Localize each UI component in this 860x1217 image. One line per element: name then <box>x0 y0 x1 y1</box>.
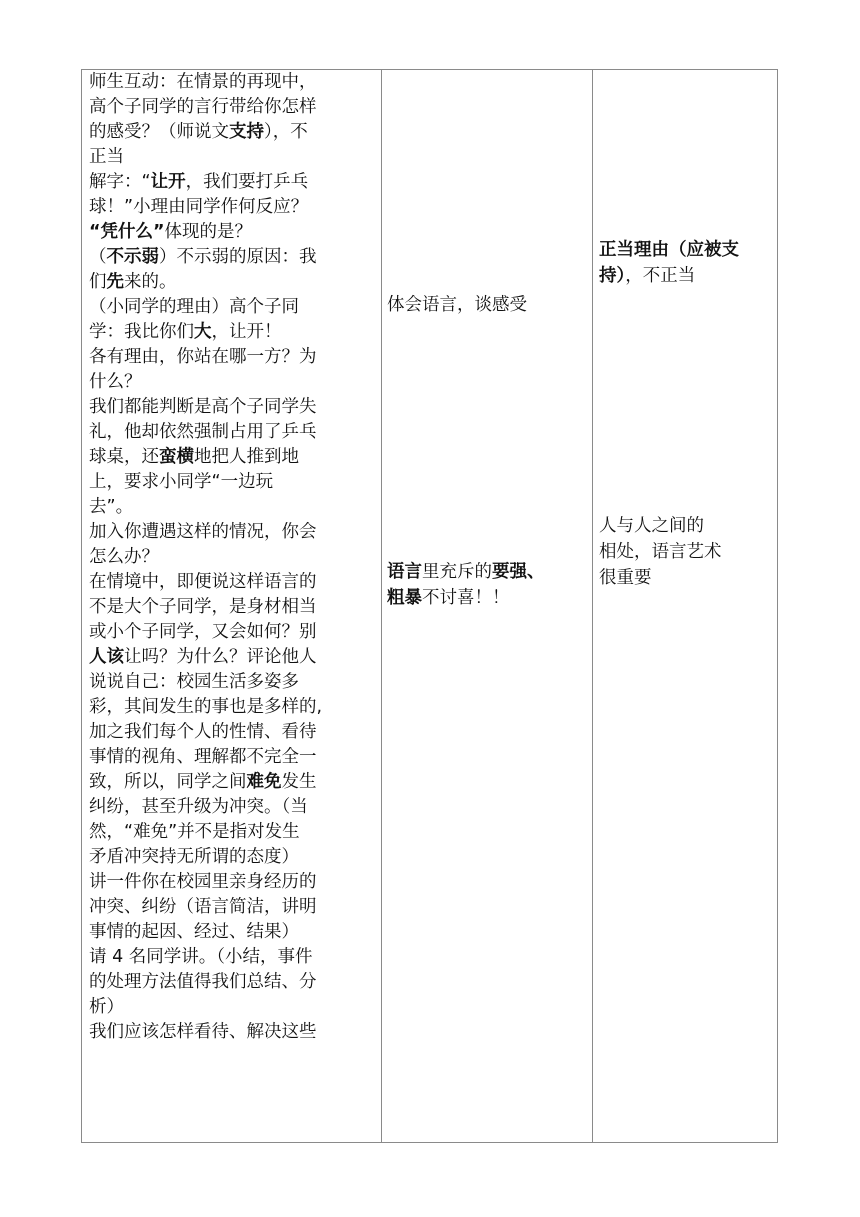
note-line: 语言里充斥的要强、 <box>387 562 545 582</box>
text-line: 事情的视角、理解都不完全一 <box>89 747 317 767</box>
text-line: 说说自己：校园生活多姿多 <box>89 672 299 692</box>
text-line: 致，所以，同学之间难免发生 <box>89 772 317 792</box>
text-line: 冲突、纠纷（语言简洁，讲明 <box>89 897 317 917</box>
text-line: 高个子同学的言行带给你怎样 <box>89 97 317 117</box>
text-line: 在情境中，即便说这样语言的 <box>89 572 317 592</box>
teaching-process-text <box>89 70 373 1045</box>
note-line: 正当理由（应被支 <box>599 240 739 260</box>
text-line: 析） <box>89 997 124 1017</box>
text-line: 事情的起因、经过、结果） <box>89 922 299 942</box>
note-line: 粗暴不讨喜！！ <box>387 588 510 608</box>
text-line: 人该让吗？为什么？评论他人 <box>89 647 317 667</box>
text-line: 请 4 名同学讲。（小结，事件 <box>89 947 313 967</box>
text-line: 我们应该怎样看待、解决这些 <box>89 1022 317 1042</box>
text-line: 学：我比你们大，让开！ <box>89 322 282 342</box>
text-line: 球！”小理由同学作何反应？ <box>89 197 309 217</box>
text-line: 解字：“让开，我们要打乒乓 <box>89 172 309 192</box>
design-intent-note-2 <box>599 513 777 591</box>
text-line: 什么？ <box>89 372 142 392</box>
text-line: 去”。 <box>89 497 134 517</box>
text-line: （不示弱）不示弱的原因：我 <box>89 247 317 267</box>
teaching-process-cell <box>82 70 382 1142</box>
note-line: 持），不正当 <box>599 266 696 286</box>
text-line: 球桌，还蛮横地把人推到地 <box>89 447 299 467</box>
text-line: 彩，其间发生的事也是多样的, <box>89 697 323 717</box>
note-line: 相处，语言艺术 <box>599 542 722 562</box>
text-line: 不是大个子同学，是身材相当 <box>89 597 317 617</box>
text-line: “凭什么”体现的是？ <box>89 222 253 242</box>
text-line: 加入你遭遇这样的情况，你会 <box>89 522 317 542</box>
student-activity-note-2 <box>387 559 571 611</box>
text-line: 礼，他却依然强制占用了乒乓 <box>89 422 317 442</box>
text-line: 矛盾冲突持无所谓的态度） <box>89 847 299 867</box>
text-line: 的处理方法值得我们总结、分 <box>89 972 317 992</box>
text-line: 的感受？（师说文支持），不 <box>89 122 308 142</box>
text-line: 们先来的。 <box>89 272 177 292</box>
note-line: 人与人之间的 <box>599 516 704 536</box>
text-line: 各有理由，你站在哪一方？为 <box>89 347 317 367</box>
text-line: 或小个子同学，又会如何？别 <box>89 622 317 642</box>
text-line: 加之我们每个人的性情、看待 <box>89 722 317 742</box>
text-line: 纠纷，甚至升级为冲突。（当 <box>89 797 308 817</box>
text-line: 上，要求小同学“一边玩 <box>89 472 274 492</box>
text-line: 然，“难免”并不是指对发生 <box>89 822 300 842</box>
text-line: 我们都能判断是高个子同学失 <box>89 397 317 417</box>
student-activity-note-1: 体会语言，谈感受 <box>387 295 527 315</box>
lesson-table <box>81 69 778 1143</box>
design-intent-cell <box>593 70 779 1142</box>
text-line: 讲一件你在校园里亲身经历的 <box>89 872 317 892</box>
text-line: 正当 <box>89 147 124 167</box>
text-line: 怎么办？ <box>89 547 159 567</box>
note-line: 很重要 <box>599 568 652 588</box>
design-intent-note-1 <box>599 237 777 289</box>
text-line: （小同学的理由）高个子同 <box>89 297 299 317</box>
student-activity-cell <box>382 70 593 1142</box>
text-line: 师生互动：在情景的再现中， <box>89 72 317 92</box>
